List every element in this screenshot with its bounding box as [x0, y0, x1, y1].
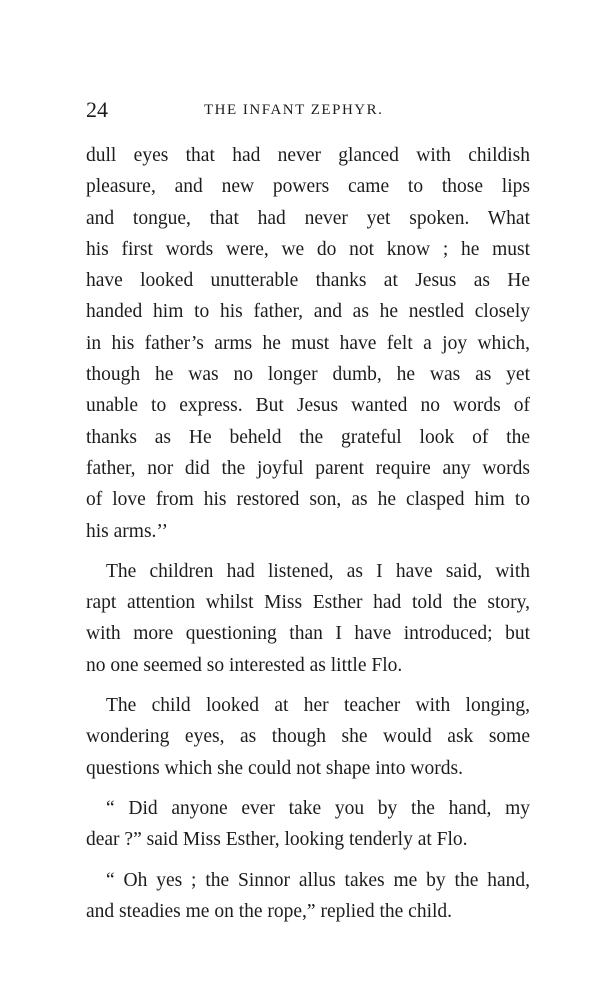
text-line: though he was no longer dumb, he was as yet [86, 364, 530, 386]
paragraph [86, 556, 530, 681]
paragraph [86, 690, 530, 784]
text-line: with more questioning than I have introduced; but [86, 623, 530, 645]
text-line: wondering eyes, as though she would ask some [86, 726, 530, 748]
text-line: thanks as He beheld the grateful look of the [86, 426, 530, 448]
text-line: dull eyes that had never glanced with childish [86, 145, 530, 166]
paragraph [86, 865, 530, 928]
text-line: questions which she could not shape into words. [86, 757, 463, 779]
text-line: father, nor did the joyful parent require any words [86, 457, 530, 479]
text-line: and tongue, that had never yet spoken. What [86, 207, 530, 229]
page-number: 24 [86, 97, 108, 122]
paragraph-gap [86, 784, 530, 793]
text-line: pleasure, and new powers came to those lips [86, 176, 530, 198]
text-line: and steadies me on the rope,” replied the child. [86, 900, 453, 922]
text-line: rapt attention whilst Miss Esther had told the story, [86, 592, 530, 614]
paragraph-gap [86, 547, 530, 556]
text-line: his first words were, we do not know ; he must [86, 238, 530, 260]
paragraph-gap [86, 681, 530, 690]
text-line: dear ?” said Miss Esther, looking tenderly at Flo. [86, 829, 468, 851]
body-text [86, 140, 530, 927]
text-line: his arms.’’ [86, 520, 168, 542]
text-line: “ Did anyone ever take you by the hand, my [106, 797, 530, 819]
paragraph [86, 140, 530, 547]
text-line: no one seemed so interested as little Flo. [86, 654, 403, 676]
running-head: THE INFANT ZEPHYR. [204, 102, 384, 118]
text-line: handed him to his father, and as he nestled closely [86, 301, 530, 323]
text-line: “ Oh yes ; the Sinnor allus takes me by the hand, [106, 869, 530, 891]
text-line: of love from his restored son, as he clasped him to [86, 489, 530, 511]
text-line: The child looked at her teacher with longing, [106, 695, 530, 717]
page-header [86, 95, 530, 125]
text-line: in his father’s arms he must have felt a joy which, [86, 332, 530, 354]
paragraph-gap [86, 856, 530, 865]
text-line: The children had listened, as I have said, with [106, 560, 530, 582]
paragraph [86, 793, 530, 856]
text-line: have looked unutterable thanks at Jesus as He [86, 270, 530, 292]
text-line: unable to express. But Jesus wanted no words of [86, 395, 530, 417]
